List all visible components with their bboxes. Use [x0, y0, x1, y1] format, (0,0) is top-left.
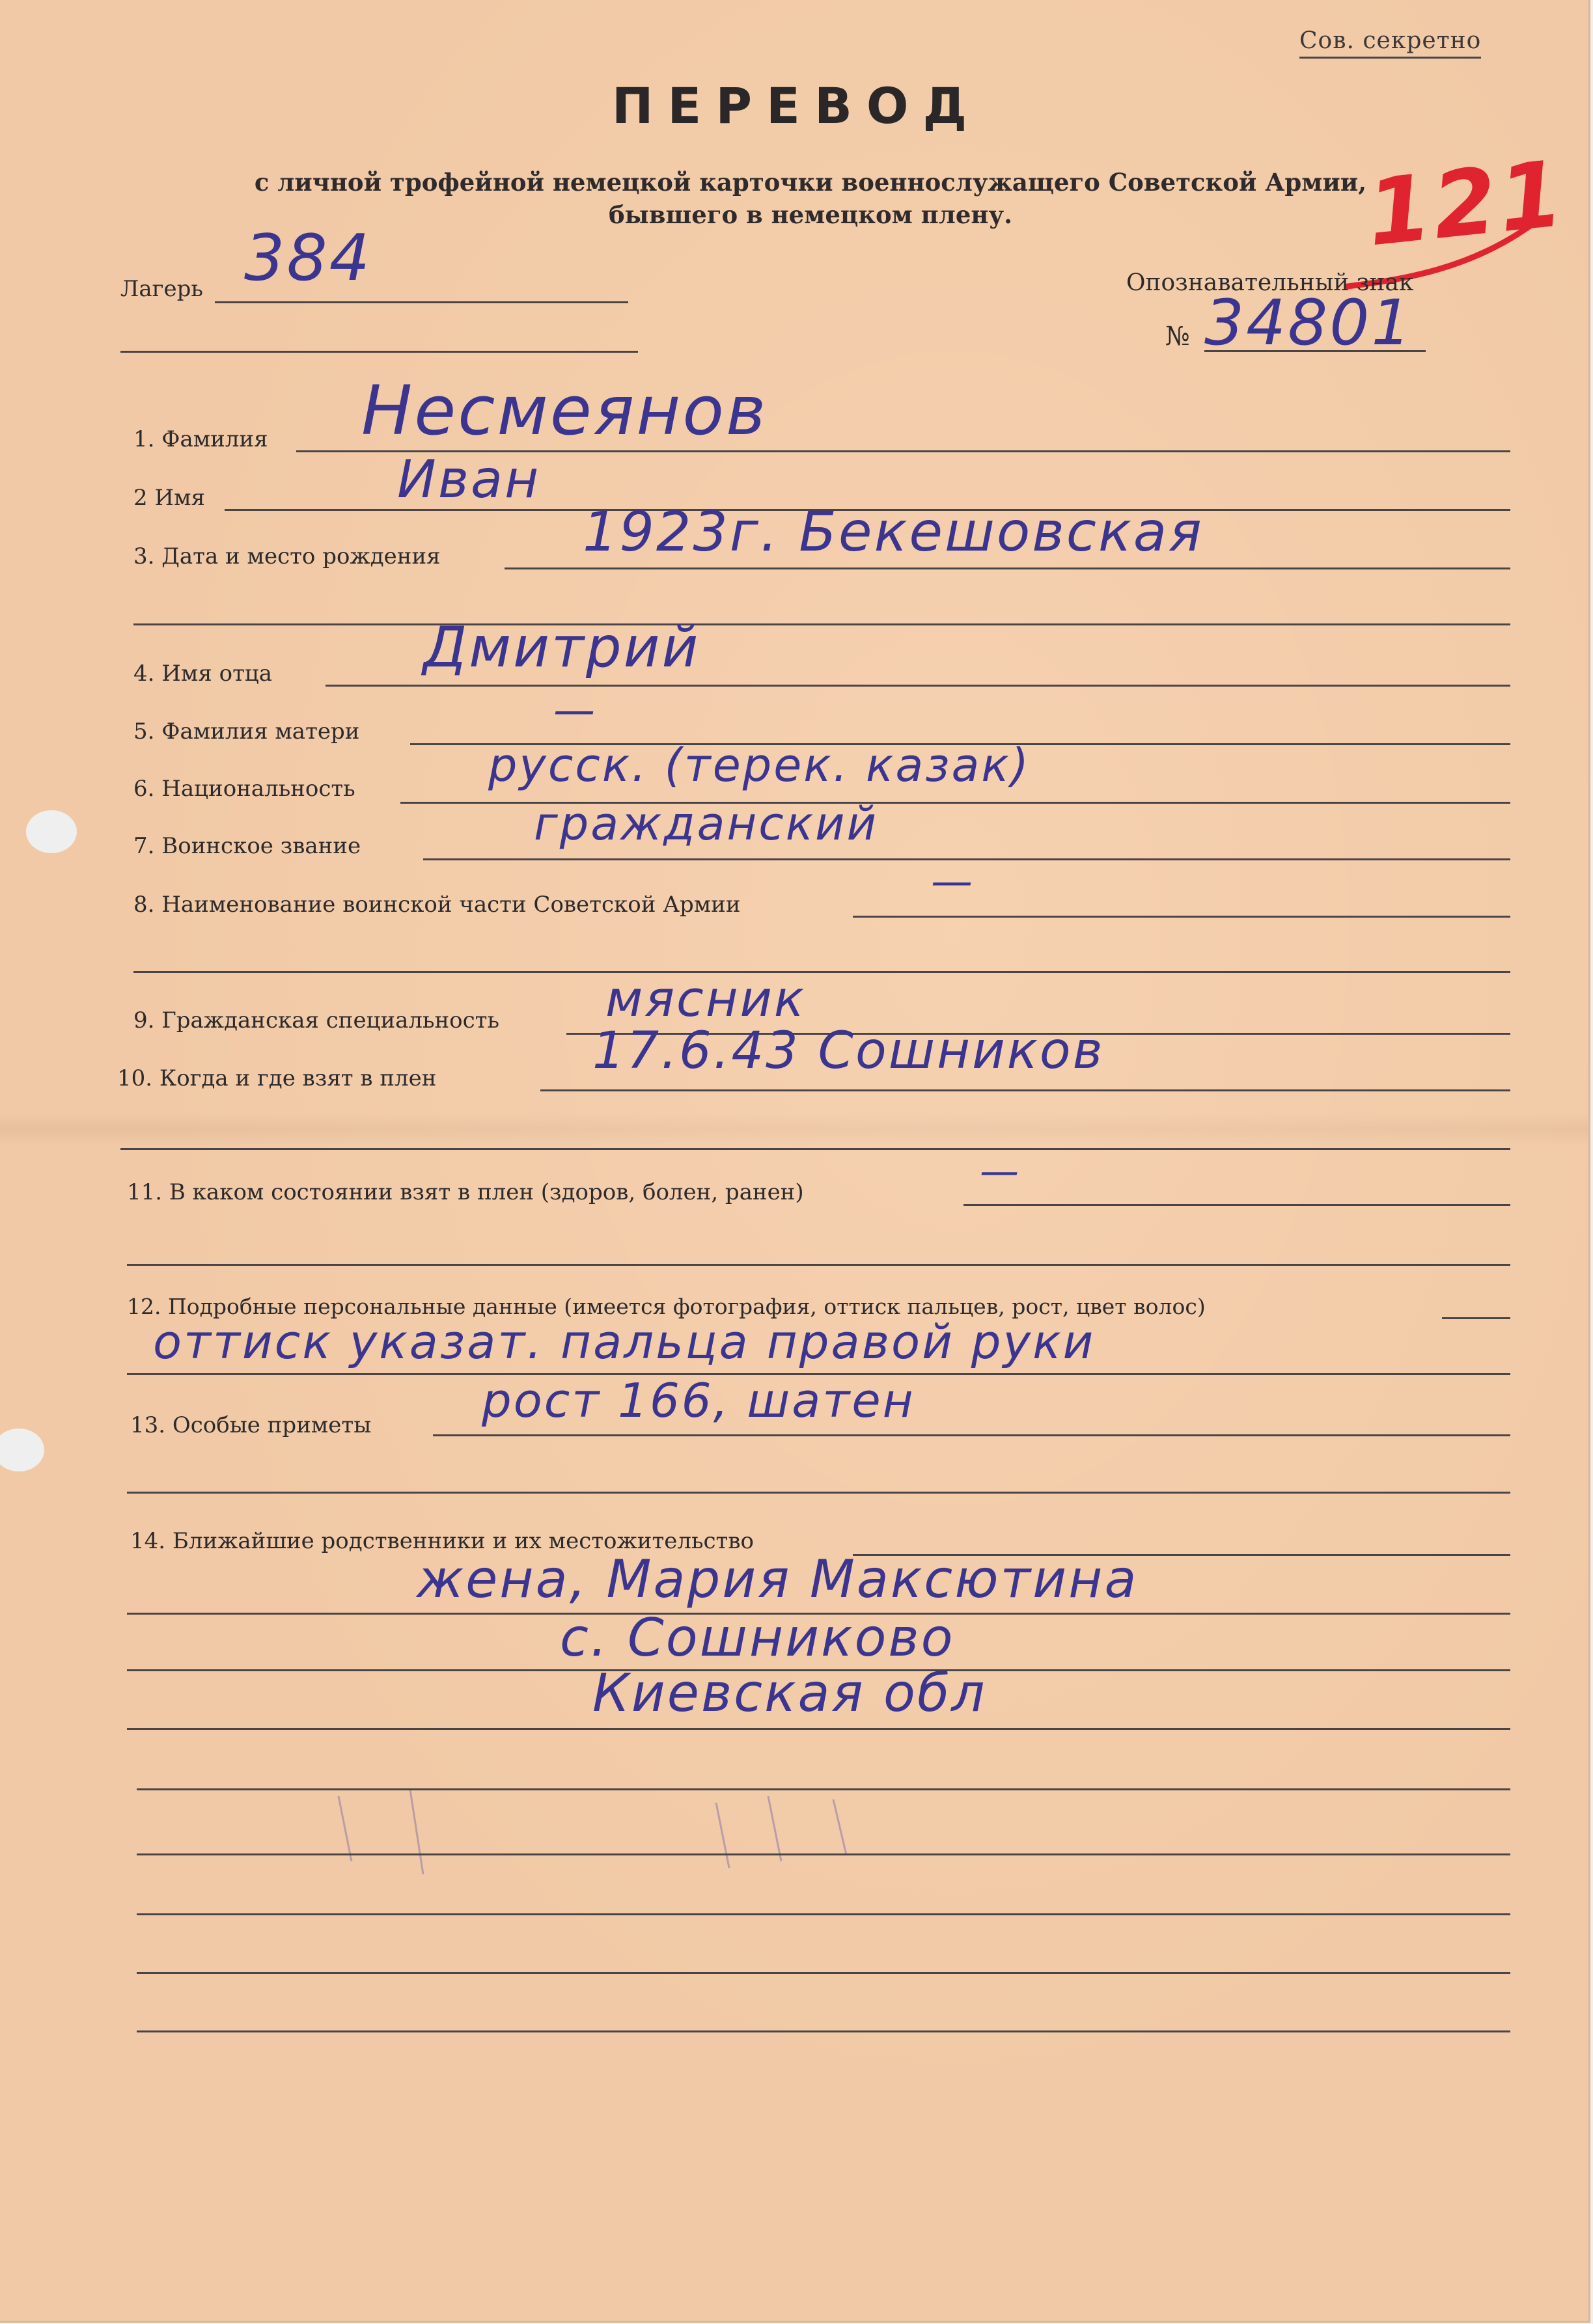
field-3-label: 3. Дата и место рождения: [133, 543, 441, 569]
field-8-label: 8. Наименование воинской части Советской Армии: [133, 892, 741, 918]
field-4-underline: [326, 685, 1510, 687]
field-12-value: оттиск указат. пальца правой руки: [153, 1315, 1096, 1369]
field-14-underline-4: [127, 1728, 1510, 1730]
field-12-underline: [1442, 1317, 1510, 1319]
camp-value: 384: [244, 221, 372, 295]
blank-line-4: [137, 1972, 1510, 1974]
document-title: ПЕРЕВОД: [611, 77, 982, 135]
field-8-underline: [853, 916, 1510, 918]
field-11-underline-2: [127, 1264, 1510, 1266]
field-13-value: рост 166, шатен: [482, 1373, 915, 1428]
field-14-value-line-1: жена, Мария Максютина: [417, 1549, 1139, 1609]
field-11-underline: [963, 1204, 1510, 1206]
blank-line-3: [137, 1913, 1510, 1915]
field-11-label: 11. В каком состоянии взят в плен (здоров, болен, ранен): [127, 1179, 804, 1205]
field-14-value-line-2: с. Сошниково: [560, 1607, 955, 1668]
camp-underline: [215, 301, 628, 303]
classification-stamp: Сов. секретно: [1299, 27, 1481, 59]
field-1-label: 1. Фамилия: [133, 426, 268, 452]
field-2-value: Иван: [397, 449, 541, 510]
tag-label: Опознавательный знак: [1126, 269, 1414, 296]
field-9-value: мясник: [605, 970, 806, 1028]
subtitle-line-1: с личной трофейной немецкой карточки военнослужащего Советской Армии,: [254, 168, 1367, 197]
field-14-value-line-3: Киевская обл: [592, 1663, 987, 1723]
field-10-underline-2: [120, 1148, 1510, 1150]
field-8-underline-2: [133, 971, 1510, 973]
field-5-value: —: [553, 687, 597, 735]
blank-line-5: [137, 2030, 1510, 2032]
red-pencil-number: 121: [1362, 141, 1570, 267]
field-3-underline: [505, 567, 1510, 569]
field-12-label: 12. Подробные персональные данные (имеется фотография, оттиск пальцев, рост, цвет волос): [127, 1294, 1206, 1319]
field-1-value: Несмеянов: [361, 371, 768, 450]
field-13-label: 13. Особые приметы: [130, 1412, 372, 1438]
field-10-value: 17.6.43 Сошников: [592, 1022, 1105, 1080]
field-10-underline: [540, 1089, 1510, 1091]
tag-underline: [1204, 350, 1426, 352]
punch-hole-bottom: [0, 1429, 44, 1471]
field-6-value: русск. (терек. казак): [488, 739, 1031, 792]
blank-line-2: [137, 1853, 1510, 1855]
blank-line-1: [137, 1788, 1510, 1790]
field-13-underline-2: [127, 1492, 1510, 1494]
field-5-label: 5. Фамилия матери: [133, 718, 360, 745]
punch-hole-top: [26, 810, 77, 853]
camp-label: Лагерь: [120, 276, 203, 302]
field-4-label: 4. Имя отца: [133, 661, 273, 687]
tag-number-sign: №: [1165, 321, 1190, 351]
field-3-underline-2: [133, 623, 1510, 625]
camp-underline-2: [120, 351, 638, 353]
subtitle-line-2: бывшего в немецком плену.: [608, 200, 1013, 229]
faint-pencil-marks: [312, 1783, 963, 1887]
field-3-value: 1923г. Бекешовская: [583, 500, 1204, 564]
field-14-label: 14. Ближайшие родственники и их местожительство: [130, 1528, 754, 1554]
field-6-label: 6. Национальность: [133, 776, 355, 802]
field-10-label: 10. Когда и где взят в плен: [117, 1065, 437, 1091]
field-7-label: 7. Воинское звание: [133, 833, 361, 859]
field-11-value: —: [980, 1149, 1021, 1194]
field-4-value: Дмитрий: [423, 615, 700, 680]
field-8-value: —: [931, 858, 975, 906]
field-13-underline: [433, 1434, 1510, 1436]
field-2-label: 2 Имя: [133, 485, 205, 511]
field-9-label: 9. Гражданская специальность: [133, 1007, 499, 1033]
document-subtitle: [241, 166, 1380, 231]
tag-value: 34801: [1204, 286, 1413, 359]
field-7-value: гражданский: [534, 797, 878, 851]
